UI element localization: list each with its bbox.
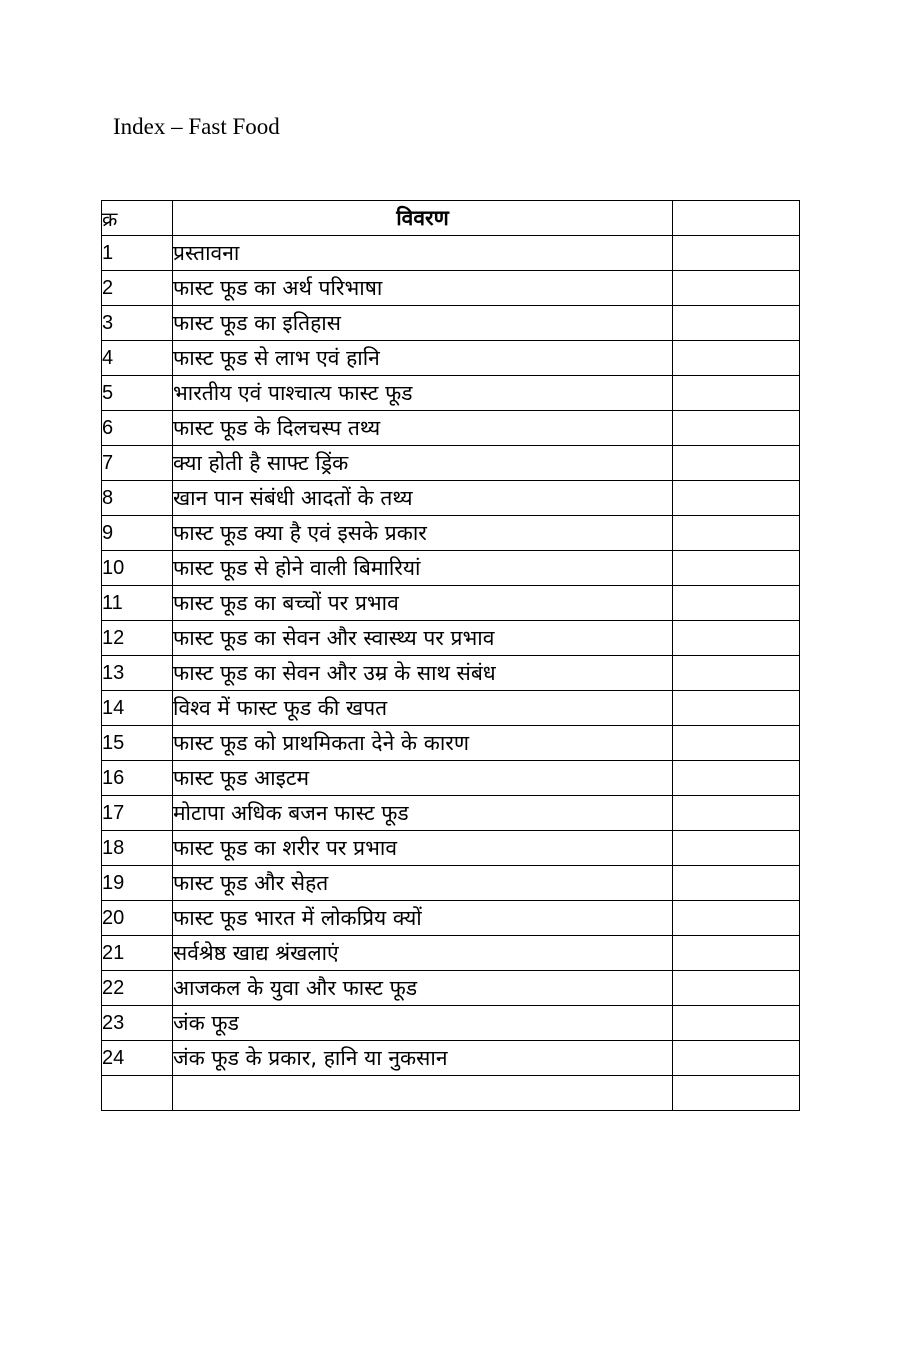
row-description: फास्ट फूड का इतिहास (173, 306, 673, 341)
table-body (102, 236, 800, 1111)
row-number: 4 (102, 341, 173, 376)
row-number: 23 (102, 1006, 173, 1041)
table-row (102, 446, 800, 481)
row-page (673, 691, 800, 726)
row-page (673, 516, 800, 551)
row-description: फास्ट फूड भारत में लोकप्रिय क्यों (173, 901, 673, 936)
row-description: विश्व में फास्ट फूड की खपत (173, 691, 673, 726)
row-page (673, 481, 800, 516)
row-description: मोटापा अधिक बजन फास्ट फूड (173, 796, 673, 831)
table-row (102, 551, 800, 586)
row-number: 3 (102, 306, 173, 341)
row-number: 9 (102, 516, 173, 551)
row-page (673, 376, 800, 411)
row-number: 21 (102, 936, 173, 971)
row-number: 2 (102, 271, 173, 306)
row-number: 5 (102, 376, 173, 411)
row-page (673, 1041, 800, 1076)
row-number: 12 (102, 621, 173, 656)
row-page (673, 446, 800, 481)
row-description: फास्ट फूड का शरीर पर प्रभाव (173, 831, 673, 866)
table-row (102, 1041, 800, 1076)
row-page (673, 306, 800, 341)
row-number: 20 (102, 901, 173, 936)
table-row (102, 586, 800, 621)
row-description: जंक फूड (173, 1006, 673, 1041)
row-description: फास्ट फूड को प्राथमिकता देने के कारण (173, 726, 673, 761)
index-table (101, 200, 800, 1111)
row-page (673, 271, 800, 306)
row-page (673, 936, 800, 971)
row-description: फास्ट फूड का अर्थ परिभाषा (173, 271, 673, 306)
row-description: फास्ट फूड क्या है एवं इसके प्रकार (173, 516, 673, 551)
row-page (673, 761, 800, 796)
row-number: 15 (102, 726, 173, 761)
table-row (102, 656, 800, 691)
table-row (102, 341, 800, 376)
row-page (673, 551, 800, 586)
row-number: 10 (102, 551, 173, 586)
row-description: भारतीय एवं पाश्चात्य फास्ट फूड (173, 376, 673, 411)
row-number: 16 (102, 761, 173, 796)
table-row (102, 691, 800, 726)
row-number: 1 (102, 236, 173, 271)
table-row (102, 1006, 800, 1041)
row-description: क्या होती है साफ्ट ड्रिंक (173, 446, 673, 481)
row-description: फास्ट फूड से लाभ एवं हानि (173, 341, 673, 376)
row-description: जंक फूड के प्रकार, हानि या नुकसान (173, 1041, 673, 1076)
table-row (102, 726, 800, 761)
table-header (102, 201, 800, 236)
row-page (673, 586, 800, 621)
row-number: 19 (102, 866, 173, 901)
row-page (673, 411, 800, 446)
row-number (102, 1076, 173, 1111)
row-description: प्रस्तावना (173, 236, 673, 271)
row-page (673, 866, 800, 901)
row-number: 7 (102, 446, 173, 481)
row-description: फास्ट फूड आइटम (173, 761, 673, 796)
table-row (102, 901, 800, 936)
table-row (102, 761, 800, 796)
header-page (673, 201, 800, 236)
row-page (673, 831, 800, 866)
row-page (673, 971, 800, 1006)
table-row (102, 831, 800, 866)
table-row (102, 1076, 800, 1111)
table-row (102, 866, 800, 901)
row-page (673, 726, 800, 761)
table-row (102, 411, 800, 446)
row-number: 17 (102, 796, 173, 831)
header-row (102, 201, 800, 236)
row-description: फास्ट फूड के दिलचस्प तथ्य (173, 411, 673, 446)
table-row (102, 621, 800, 656)
table-row (102, 936, 800, 971)
table-row (102, 971, 800, 1006)
row-page (673, 901, 800, 936)
row-description (173, 1076, 673, 1111)
row-number: 13 (102, 656, 173, 691)
row-page (673, 1006, 800, 1041)
table-row (102, 481, 800, 516)
row-description: सर्वश्रेष्ठ खाद्य श्रंखलाएं (173, 936, 673, 971)
row-description: फास्ट फूड और सेहत (173, 866, 673, 901)
row-description: फास्ट फूड का बच्चों पर प्रभाव (173, 586, 673, 621)
row-page (673, 796, 800, 831)
table-row (102, 236, 800, 271)
row-description: फास्ट फूड से होने वाली बिमारियां (173, 551, 673, 586)
row-number: 24 (102, 1041, 173, 1076)
header-description: विवरण (173, 201, 673, 236)
row-description: फास्ट फूड का सेवन और स्वास्थ्य पर प्रभाव (173, 621, 673, 656)
row-description: खान पान संबंधी आदतों के तथ्य (173, 481, 673, 516)
row-number: 8 (102, 481, 173, 516)
table-row (102, 271, 800, 306)
row-page (673, 1076, 800, 1111)
row-number: 22 (102, 971, 173, 1006)
row-number: 11 (102, 586, 173, 621)
row-page (673, 621, 800, 656)
table-row (102, 516, 800, 551)
row-page (673, 656, 800, 691)
row-description: आजकल के युवा और फास्ट फूड (173, 971, 673, 1006)
document-title: Index – Fast Food (113, 114, 280, 139)
row-description: फास्ट फूड का सेवन और उम्र के साथ संबंध (173, 656, 673, 691)
row-page (673, 341, 800, 376)
row-page (673, 236, 800, 271)
row-number: 6 (102, 411, 173, 446)
row-number: 14 (102, 691, 173, 726)
table-row (102, 796, 800, 831)
row-number: 18 (102, 831, 173, 866)
header-number: क्र (102, 201, 173, 236)
table-row (102, 376, 800, 411)
table-row (102, 306, 800, 341)
